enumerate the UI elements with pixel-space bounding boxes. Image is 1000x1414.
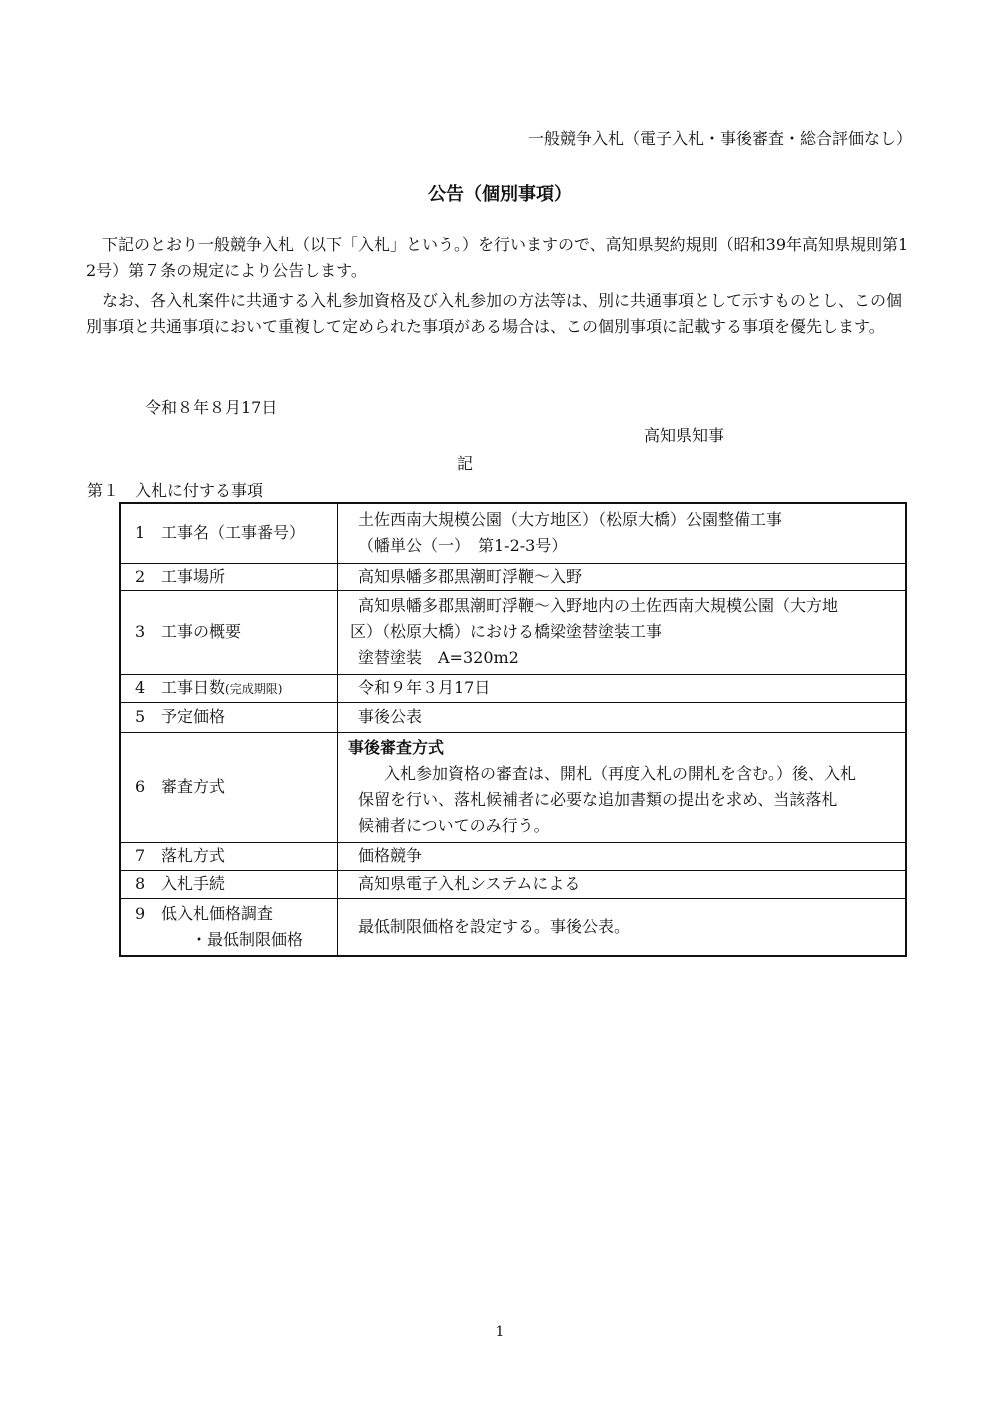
value-line: 区）（松原大橋）における橋梁塗替塗装工事 <box>350 622 663 641</box>
row-number: 2 <box>135 566 146 586</box>
page-number: 1 <box>495 1324 505 1340</box>
value-line: 候補者についてのみ行う。 <box>358 816 550 835</box>
row-label-note: (完成期限) <box>225 681 283 696</box>
intro-paragraph: 下記のとおり一般競争入札（以下「入札」という。）を行いますので、高知県契約規則（昭和39年高知県規則第12号）第７条の規定により公告します。 <box>86 235 909 280</box>
row-value <box>338 702 907 732</box>
row-label-text: 工事名（工事番号） <box>161 523 306 543</box>
value-line: 保留を行い、落札候補者に必要な追加書類の提出を求め、当該落札 <box>358 790 838 809</box>
row-value <box>338 842 907 870</box>
row-value <box>338 674 907 702</box>
value-line: 価格競争 <box>358 846 423 865</box>
row-label-text: 工事の概要 <box>161 622 242 641</box>
row-label-text: 落札方式 <box>161 846 226 865</box>
row-label <box>120 503 338 563</box>
value-line: 高知県幡多郡黒潮町浮鞭～入野 <box>358 566 583 586</box>
value-line: 令和９年３月17日 <box>358 678 491 697</box>
issuer: 高知県知事 <box>644 426 725 445</box>
value-heading: 事後審査方式 <box>348 738 445 757</box>
header-category: 一般競争入札（電子入札・事後審査・総合評価なし） <box>527 129 912 148</box>
table-row <box>120 503 906 563</box>
row-number: 6 <box>135 777 146 796</box>
row-label <box>120 563 338 590</box>
row-number: 8 <box>135 874 146 893</box>
value-line: 事後公表 <box>358 707 423 726</box>
table-row <box>120 898 906 956</box>
row-label-text: 予定価格 <box>161 707 226 726</box>
row-number: 4 <box>135 677 146 697</box>
row-number: 7 <box>135 846 146 865</box>
row-number: 5 <box>135 707 146 726</box>
value-line: 入札参加資格の審査は、開札（再度入札の開札を含む。）後、入札 <box>384 764 857 783</box>
row-label <box>120 732 338 842</box>
row-label <box>120 590 338 674</box>
value-line: 最低制限価格を設定する。事後公表。 <box>358 916 631 936</box>
row-label-text: 工事日数 <box>161 677 226 697</box>
table-row <box>120 842 906 870</box>
table-row <box>120 732 906 842</box>
row-value <box>338 590 907 674</box>
row-label-text: 審査方式 <box>161 777 226 796</box>
row-label-text: ・最低制限価格 <box>191 929 304 949</box>
row-value <box>338 898 907 956</box>
page-title: 公告（個別事項） <box>428 184 572 205</box>
row-label-text: 低入札価格調査 <box>161 903 274 923</box>
note-paragraph: なお、各入札案件に共通する入札参加資格及び入札参加の方法等は、別に共通事項として示すものとし、この個別事項と共通事項において重複して定められた事項がある場合は、この個別事項に記載する事項を優先します。 <box>86 291 903 336</box>
table-row <box>120 702 906 732</box>
value-line: 塗替塗装 A=320m2 <box>358 648 519 667</box>
ki-marker: 記 <box>457 454 474 473</box>
row-number: 9 <box>135 903 146 923</box>
value-line: （幡単公（一） 第1-2-3号） <box>358 536 568 556</box>
row-value <box>338 870 907 898</box>
value-line: 土佐西南大規模公園（大方地区）（松原大橋）公園整備工事 <box>358 510 783 530</box>
value-line: 高知県電子入札システムによる <box>358 874 581 893</box>
table-row <box>120 590 906 674</box>
row-value <box>338 503 907 563</box>
row-label <box>120 898 338 956</box>
table-row <box>120 563 906 590</box>
row-number: 3 <box>135 622 146 641</box>
bid-details-table <box>119 502 907 957</box>
section-title: 第１ 入札に付する事項 <box>87 481 264 500</box>
row-label-text: 入札手続 <box>161 874 226 893</box>
row-value <box>338 563 907 590</box>
table-row <box>120 674 906 702</box>
row-label <box>120 870 338 898</box>
value-line: 高知県幡多郡黒潮町浮鞭～入野地内の土佐西南大規模公園（大方地 <box>358 596 839 615</box>
row-number: 1 <box>135 523 146 543</box>
row-label <box>120 702 338 732</box>
table-row <box>120 870 906 898</box>
notice-date: 令和８年８月17日 <box>145 398 278 417</box>
row-value <box>338 732 907 842</box>
row-label <box>120 674 338 702</box>
row-label <box>120 842 338 870</box>
row-label-text: 工事場所 <box>161 566 226 586</box>
